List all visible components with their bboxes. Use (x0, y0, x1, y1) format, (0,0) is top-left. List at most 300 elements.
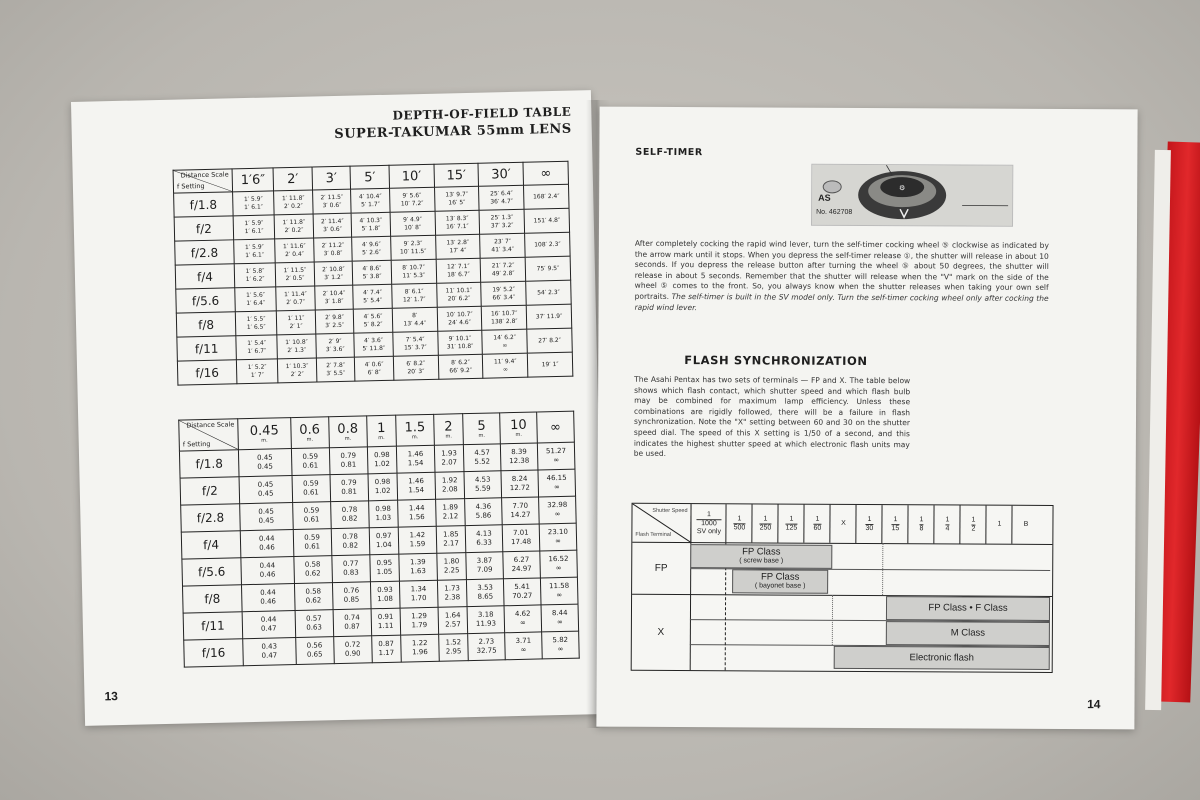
speed-top: 1 (789, 515, 794, 523)
near-limit: 4.13 (476, 529, 492, 538)
bar-fp-bayonet (732, 569, 828, 594)
far-limit: 1.59 (409, 540, 426, 549)
near-limit: 1′ 5.9″ (244, 243, 264, 251)
dof-cell (526, 304, 571, 329)
near-limit: 4.62 (514, 609, 531, 619)
far-limit: 2′ 0.2″ (283, 202, 303, 210)
dof-cell (275, 238, 314, 263)
near-limit: 2′ 11.2″ (321, 241, 345, 249)
near-limit: 8.44 (551, 608, 568, 618)
f-stop-label: f/2 (174, 216, 234, 241)
far-limit: 17.48 (510, 537, 532, 547)
dof-cell (539, 496, 577, 524)
dof-cell (434, 186, 479, 211)
near-limit: 4′ 9.6″ (361, 240, 381, 248)
dof-cell (479, 185, 524, 210)
near-limit: 27′ 8.2″ (538, 336, 562, 344)
speed-top: B (1023, 520, 1029, 528)
near-limit: 19′ 1″ (541, 360, 559, 368)
near-limit: 1.52 (445, 638, 462, 647)
speed-top: 1 (707, 510, 711, 518)
near-limit: 9′ 5.6″ (402, 191, 422, 199)
far-limit: 15′ 3.7″ (403, 343, 427, 351)
near-limit: 0.76 (343, 586, 360, 595)
speed-top: 1 (945, 515, 950, 523)
far-limit: 0.82 (342, 541, 359, 550)
dof-cell (332, 582, 371, 610)
dof-cell (292, 475, 331, 503)
dof-cell (332, 555, 371, 583)
dof-cell (236, 335, 278, 360)
far-limit: 2′ 1.3″ (287, 346, 307, 354)
dof-cell (277, 334, 316, 359)
f-stop-label: f/1.8 (179, 450, 239, 478)
near-limit: 4.36 (475, 502, 492, 511)
far-limit: ∞ (553, 455, 560, 465)
near-limit: 3.53 (477, 583, 494, 592)
near-limit: 1.22 (411, 639, 428, 648)
speed-top: 1 (919, 515, 924, 523)
distance-header (434, 163, 479, 187)
speed-fraction (1024, 521, 1029, 529)
dof-cell (353, 284, 392, 309)
distance-header (389, 164, 434, 188)
near-limit: 0.78 (342, 532, 359, 541)
dof-cell (504, 605, 542, 633)
photo-label-as: AS (818, 192, 831, 203)
far-limit: 2.25 (443, 566, 460, 575)
near-limit: 8′ 6.2″ (450, 358, 471, 366)
page-number-left: 13 (104, 689, 118, 704)
near-limit: 3.87 (476, 556, 493, 565)
distance-header (232, 168, 274, 192)
self-timer-paragraph: After completely cocking the rapid wind lever, turn the self-timer cocking wheel ⑤ clockwise as indicated by the arrow mark until it stops. When you depress the self-timer release ①, the shutter will release in about 10 seconds. If you depress the release button after turning the wheel ⑤ about 50 degrees, the shutter will release in about 5 seconds. Remember that the shutter will release when the "V" mark on the side of the wheel ⑤ comes to the front. So, you always know when the shutter releases when taking your own self portraits. (634, 238, 1049, 301)
far-limit: 0.61 (303, 515, 320, 524)
f-stop-label: f/16 (184, 639, 244, 667)
far-limit: 5.86 (475, 511, 492, 520)
distance-header (478, 162, 523, 186)
far-limit: 12.72 (509, 483, 530, 493)
near-limit: 0.74 (344, 613, 360, 622)
far-limit: 2.57 (445, 620, 461, 629)
dof-cell (436, 258, 481, 283)
speed-bottom: 15 (891, 524, 900, 532)
speed-fraction (891, 516, 899, 533)
far-limit: ∞ (556, 590, 563, 600)
dof-cell (354, 308, 393, 333)
near-limit: 0.58 (304, 560, 321, 569)
far-limit: 37′ 3.2″ (490, 221, 514, 229)
dof-cell (274, 214, 313, 239)
near-limit: 7.70 (512, 501, 529, 511)
dof-cell (241, 557, 294, 585)
near-limit: 14′ 6.2″ (493, 333, 517, 341)
far-limit: 0.61 (302, 461, 319, 470)
dof-cell (538, 469, 576, 497)
near-limit: 0.93 (377, 585, 393, 595)
far-limit: 0.62 (305, 596, 322, 605)
dof-cell (331, 528, 370, 556)
far-limit: 0.65 (306, 650, 323, 659)
dof-cell (291, 448, 330, 476)
bar-fp-f-label: FP Class • F Class (928, 602, 1008, 614)
speed-bottom: 1000 (697, 519, 721, 528)
bar-fp-screw (690, 544, 832, 569)
dof-cell (434, 445, 464, 473)
near-limit: 1′ 5.9″ (243, 195, 263, 203)
near-limit: 5.41 (514, 582, 530, 592)
dof-cell (502, 524, 540, 552)
distance-header (238, 418, 291, 450)
near-limit: 3.18 (477, 610, 494, 619)
dof-cell (525, 256, 570, 281)
sync-x-dotted-line (832, 595, 833, 645)
far-limit: 0.47 (260, 624, 277, 633)
speed-fraction (945, 516, 949, 533)
far-limit: 138′ 2.8″ (491, 317, 518, 326)
near-limit: 12′ 7.1″ (446, 262, 470, 270)
sync-col-separator (690, 504, 692, 670)
dof-cell (330, 474, 369, 502)
dof-cell (465, 498, 503, 526)
f-stop-label: f/2.8 (181, 504, 241, 532)
bar-fp-screw-label: FP Class (742, 546, 781, 558)
shutter-speed-cell (751, 504, 778, 542)
shutter-speed-cell (855, 505, 882, 543)
near-limit: 13′ 2.8″ (446, 238, 470, 246)
far-limit: 3′ 0.6″ (322, 201, 342, 209)
far-limit: 0.61 (304, 542, 321, 551)
sync-row-fp-label: FP (654, 562, 668, 574)
near-limit: 4.57 (474, 448, 490, 457)
dof-cell (505, 632, 543, 660)
near-limit: 8.24 (511, 474, 528, 484)
far-limit: 1.54 (408, 486, 425, 495)
far-limit: 2′ 0.2″ (284, 226, 304, 234)
dof-cell (314, 261, 353, 286)
far-limit: 1.79 (411, 621, 428, 630)
dof-cell (437, 330, 482, 355)
dof-cell (524, 184, 569, 209)
far-limit: 1.96 (412, 648, 428, 657)
near-limit: 2′ 11.4″ (320, 217, 344, 225)
sync-row-x-label: X (657, 626, 665, 638)
dof-cell (293, 556, 332, 584)
flash-sync-table (631, 503, 1054, 673)
dof-cell (233, 191, 275, 216)
near-limit: 0.44 (259, 561, 276, 570)
far-limit: 1.02 (374, 486, 391, 496)
dof-cell (435, 234, 480, 259)
near-limit: 0.59 (302, 479, 319, 488)
dof-cell (480, 233, 525, 258)
sync-corner-terminal: Flash Terminal (635, 531, 672, 538)
dof-cell (435, 210, 480, 235)
speed-fraction (997, 521, 1001, 529)
flash-sync-text: The Asahi Pentax has two sets of terminals — FP and X. The table below shows which flash contact, which shutter speed and which flash bulb may be combined for maximum lamp efficiency. Unless these combinations are rigidly followed, there will be a failure in flash synchronization. Note the "X" setting between 60 and 30 on the shutter speed dial. The speed of this X setting is 1/50 of a second, and this indicates the highest shutter speed at which electronic flash units may be used. (633, 374, 911, 459)
dof-cell (540, 550, 578, 578)
near-limit: 21′ 7.2″ (491, 261, 515, 269)
dof-cell (468, 633, 506, 661)
dof-cell (527, 352, 572, 377)
self-timer-title: SELF-TIMER (635, 146, 703, 159)
far-limit: 32.75 (476, 646, 497, 655)
distance-unit: m. (515, 431, 522, 438)
dof-title-line2: SUPER-TAKUMAR 55mm LENS (334, 121, 572, 143)
far-limit: 3′ 0.6″ (322, 225, 343, 233)
near-limit: 8′ (411, 311, 418, 319)
speed-fraction (971, 516, 975, 533)
dof-cell (399, 553, 438, 581)
near-limit: 0.45 (257, 480, 274, 489)
near-limit: 16.52 (548, 554, 569, 564)
far-limit: 5′ 1.8″ (361, 224, 381, 232)
dof-cell (240, 503, 293, 531)
distance-value: 10 (510, 417, 527, 434)
shutter-speed-cell (881, 505, 908, 543)
f-stop-label: f/11 (183, 612, 243, 640)
far-limit: 2′ 1″ (289, 322, 303, 330)
dof-cell (278, 358, 317, 383)
speed-top: 1 (893, 515, 898, 523)
dof-cell (295, 610, 334, 638)
near-limit: 1′ 11.6″ (282, 242, 306, 250)
near-limit: 1′ 11.5″ (283, 266, 307, 274)
near-limit: 0.98 (375, 504, 392, 514)
dof-cell (401, 634, 440, 662)
far-limit: 3′ 1.2″ (324, 273, 344, 281)
far-limit: 0.46 (259, 570, 276, 579)
dof-cell (482, 329, 527, 354)
distance-header (350, 165, 389, 189)
far-limit: 0.61 (303, 488, 319, 497)
bar-electronic-label: Electronic flash (909, 651, 974, 664)
corner-setting-label: f Setting (176, 181, 205, 191)
dof-cell (236, 359, 278, 384)
dof-cell (234, 263, 276, 288)
dof-cell (502, 497, 540, 525)
distance-value: 1.5 (404, 420, 426, 436)
near-limit: 1′ 5.6″ (246, 291, 266, 299)
near-limit: 19′ 5.2″ (492, 285, 516, 293)
distance-value: 0.8 (337, 421, 359, 438)
near-limit: 1.89 (442, 503, 459, 512)
far-limit: 17′ 4″ (449, 246, 467, 254)
far-limit: 5′ 1.7″ (360, 200, 380, 208)
speed-bottom: 250 (759, 523, 772, 532)
far-limit: 1.03 (375, 513, 392, 523)
far-limit: 0.47 (261, 651, 278, 660)
far-limit: 1.05 (376, 567, 393, 577)
near-limit: 4′ 8.6″ (362, 264, 382, 272)
dof-corner-cell (179, 419, 239, 451)
dof-cell (277, 310, 316, 335)
far-limit: ∞ (553, 482, 560, 492)
far-limit: 20′ 3″ (407, 367, 425, 375)
distance-header (396, 414, 435, 446)
far-limit: 1′ 6.1″ (245, 251, 265, 259)
dof-cell (389, 187, 434, 212)
near-limit: 8.39 (511, 447, 527, 457)
distance-value: 5 (477, 418, 486, 434)
dof-cell (242, 611, 295, 639)
near-limit: 4′ 3.6″ (364, 336, 384, 344)
near-limit: 0.78 (341, 505, 358, 514)
far-limit: 5.52 (474, 457, 491, 466)
near-limit: 1′ 10.3″ (285, 362, 309, 370)
far-limit: 24′ 4.6″ (448, 318, 472, 326)
near-limit: 1′ 5.4″ (247, 339, 267, 347)
speed-top: 1 (763, 514, 768, 522)
dof-cell (233, 215, 275, 240)
bar-fp-bayonet-label: FP Class (760, 571, 800, 583)
dof-cell (351, 212, 390, 237)
near-limit: 51.27 (545, 446, 567, 456)
dof-cell (275, 262, 314, 287)
far-limit: 0.81 (340, 460, 357, 469)
dof-cell (437, 553, 467, 581)
far-limit: 66′ 3.4″ (492, 293, 516, 301)
dof-cell (391, 259, 436, 284)
dof-cell (235, 287, 277, 312)
dof-cell (527, 328, 572, 353)
dof-cell (500, 443, 538, 471)
near-limit: 1.93 (441, 449, 457, 458)
near-limit: 23.10 (547, 527, 568, 537)
near-limit: 2.73 (478, 637, 495, 646)
speed-fraction (786, 515, 798, 532)
dof-cell (464, 471, 502, 499)
f-stop-label: f/11 (177, 336, 237, 361)
near-limit: 5.82 (552, 635, 569, 645)
dof-cell (368, 500, 398, 528)
near-limit: 1′ 5.5″ (246, 315, 266, 323)
dof-cell (393, 355, 438, 380)
near-limit: 1.64 (444, 611, 461, 620)
near-limit: 8′ 10.7″ (402, 263, 425, 272)
corner-setting-label: f Setting (182, 439, 211, 449)
dof-cell (482, 305, 527, 330)
far-limit: 1.54 (407, 459, 424, 468)
near-limit: 0.58 (305, 587, 322, 596)
shutter-speed-cell (907, 505, 934, 543)
sync-fp-dotted-line (882, 543, 883, 595)
far-limit: 1′ 6.2″ (245, 275, 265, 283)
far-limit: 16′ 7.1″ (445, 222, 469, 231)
far-limit: 0.90 (344, 649, 361, 658)
distance-unit: m. (478, 432, 486, 439)
far-limit: 5′ 11.8″ (362, 344, 386, 352)
sync-header-row (632, 504, 1052, 545)
dof-cell (501, 470, 539, 498)
self-timer-wheel-illustration (812, 165, 1012, 226)
f-stop-label: f/8 (176, 312, 236, 337)
dof-cell (370, 554, 400, 582)
far-limit: 10′ 8″ (404, 223, 422, 231)
near-limit: 2′ 11.5″ (320, 193, 344, 201)
near-limit: 4′ 5.6″ (363, 312, 383, 320)
far-limit: 1.56 (409, 513, 425, 522)
far-limit: ∞ (520, 645, 527, 654)
dof-cell (235, 311, 277, 336)
far-limit: 2.12 (442, 512, 459, 521)
near-limit: 1.29 (411, 612, 428, 621)
speed-fraction (734, 515, 746, 532)
dof-cell (355, 356, 394, 381)
far-limit: 11.93 (475, 619, 497, 628)
dof-cell (234, 239, 276, 264)
dof-cell (238, 449, 291, 477)
near-limit: 0.44 (258, 534, 275, 543)
far-limit: 8.65 (477, 592, 494, 601)
distance-unit: m. (261, 437, 268, 444)
self-timer-text (635, 239, 1049, 315)
near-limit: 32.98 (547, 500, 568, 510)
near-limit: 2′ 10.4″ (322, 289, 346, 297)
near-limit: 1.46 (407, 450, 424, 459)
dof-cell (438, 607, 468, 635)
near-limit: 0.97 (375, 531, 392, 541)
distance-unit: m. (445, 433, 452, 440)
dof-cell (463, 444, 501, 472)
photo-label-serial: No. 462708 (816, 208, 853, 216)
near-limit: 4′ 0.6″ (364, 360, 384, 368)
speed-top: 1 (997, 520, 1002, 528)
far-limit: 36′ 4.7″ (490, 197, 514, 205)
near-limit: 2′ 9.8″ (324, 313, 345, 321)
far-limit: 0.87 (344, 622, 361, 631)
far-limit: 0.85 (343, 595, 360, 604)
page-13 (71, 90, 605, 726)
dof-cell (315, 309, 354, 334)
near-limit: 46.15 (546, 473, 567, 483)
distance-header (463, 413, 501, 445)
distance-value: 0.6 (299, 422, 321, 438)
distance-header (523, 161, 568, 185)
dof-cell (239, 476, 292, 504)
speed-bottom: 60 (813, 524, 822, 532)
shutter-speed-cell (829, 505, 856, 543)
dof-cell (540, 577, 578, 605)
shutter-speed-cell (985, 506, 1012, 544)
distance-value: 15′ (446, 167, 467, 183)
distance-header (312, 166, 351, 190)
near-limit: 0.57 (306, 614, 322, 623)
corner-distance-label: Distance Scale (180, 170, 229, 180)
dof-cell (316, 357, 355, 382)
far-limit: 1′ 6.1″ (244, 203, 264, 211)
far-limit: 0.46 (260, 597, 277, 606)
dof-cell (390, 235, 435, 260)
dof-cell (481, 257, 526, 282)
far-limit: 0.45 (258, 516, 275, 525)
far-limit: 1.63 (410, 567, 427, 576)
dof-cell (295, 637, 334, 665)
near-limit: 1′ 11.8″ (281, 194, 305, 202)
near-limit: 0.87 (378, 639, 395, 649)
near-limit: 9′ 2.3″ (403, 239, 423, 247)
distance-unit: m. (378, 434, 385, 442)
speed-top: 1 (815, 515, 820, 523)
dof-cell (437, 580, 467, 608)
far-limit: 1′ 6.1″ (244, 227, 264, 235)
sync-corner-speed: Shutter Speed (652, 507, 688, 515)
near-limit: 1.34 (410, 585, 427, 594)
bar-fp-bayonet-sub: ( bayonet base ) (754, 582, 806, 590)
distance-header (434, 414, 464, 446)
near-limit: 37′ 11.9″ (535, 312, 563, 320)
near-limit: 0.72 (344, 640, 361, 649)
